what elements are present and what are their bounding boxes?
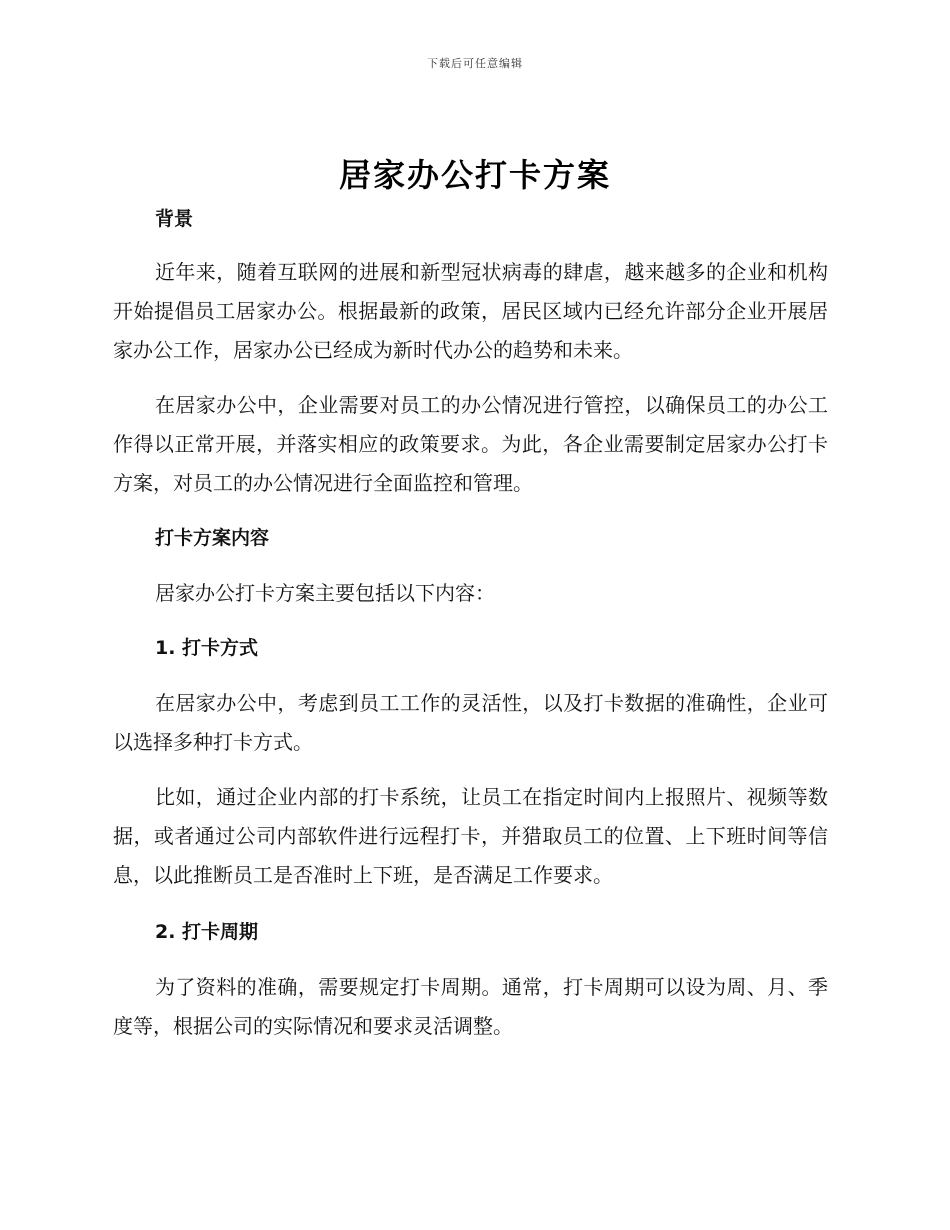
paragraph-cycle-1: 为了资料的准确，需要规定打卡周期。通常，打卡周期可以设为周、月、季度等，根据公司的实际情况和要求灵活调整。 (113, 975, 828, 1038)
paragraph-content-intro: 居家办公打卡方案主要包括以下内容： (155, 581, 495, 605)
paragraph-method-2: 比如，通过企业内部的打卡系统，让员工在指定时间内上报照片、视频等数据，或者通过公司内部软件进行远程打卡，并猎取员工的位置、上下班时间等信息，以此推断员工是否准时上下班，是否满足工作要求。 (113, 785, 828, 887)
section-heading-method: 1. 打卡方式 (155, 637, 259, 659)
header-note: 下载后可任意编辑 (427, 57, 523, 70)
section-heading-content: 打卡方案内容 (155, 527, 270, 549)
paragraph-background-2: 在居家办公中，企业需要对员工的办公情况进行管控，以确保员工的办公工作得以正常开展，并落实相应的政策要求。为此，各企业需要制定居家办公打卡方案，对员工的办公情况进行全面监控和管理。 (113, 393, 828, 495)
section-heading-background: 背景 (155, 208, 194, 230)
section-heading-cycle: 2. 打卡周期 (155, 921, 259, 943)
paragraph-method-1: 在居家办公中，考虑到员工工作的灵活性，以及打卡数据的准确性，企业可以选择多种打卡方式。 (113, 691, 828, 754)
document-title: 居家办公打卡方案 (338, 156, 611, 194)
paragraph-background-1: 近年来，随着互联网的进展和新型冠状病毒的肆虐，越来越多的企业和机构开始提倡员工居家办公。根据最新的政策，居民区域内已经允许部分企业开展居家办公工作，居家办公已经成为新时代办公的趋势和未来。 (113, 260, 828, 362)
document-body (113, 200, 828, 1046)
